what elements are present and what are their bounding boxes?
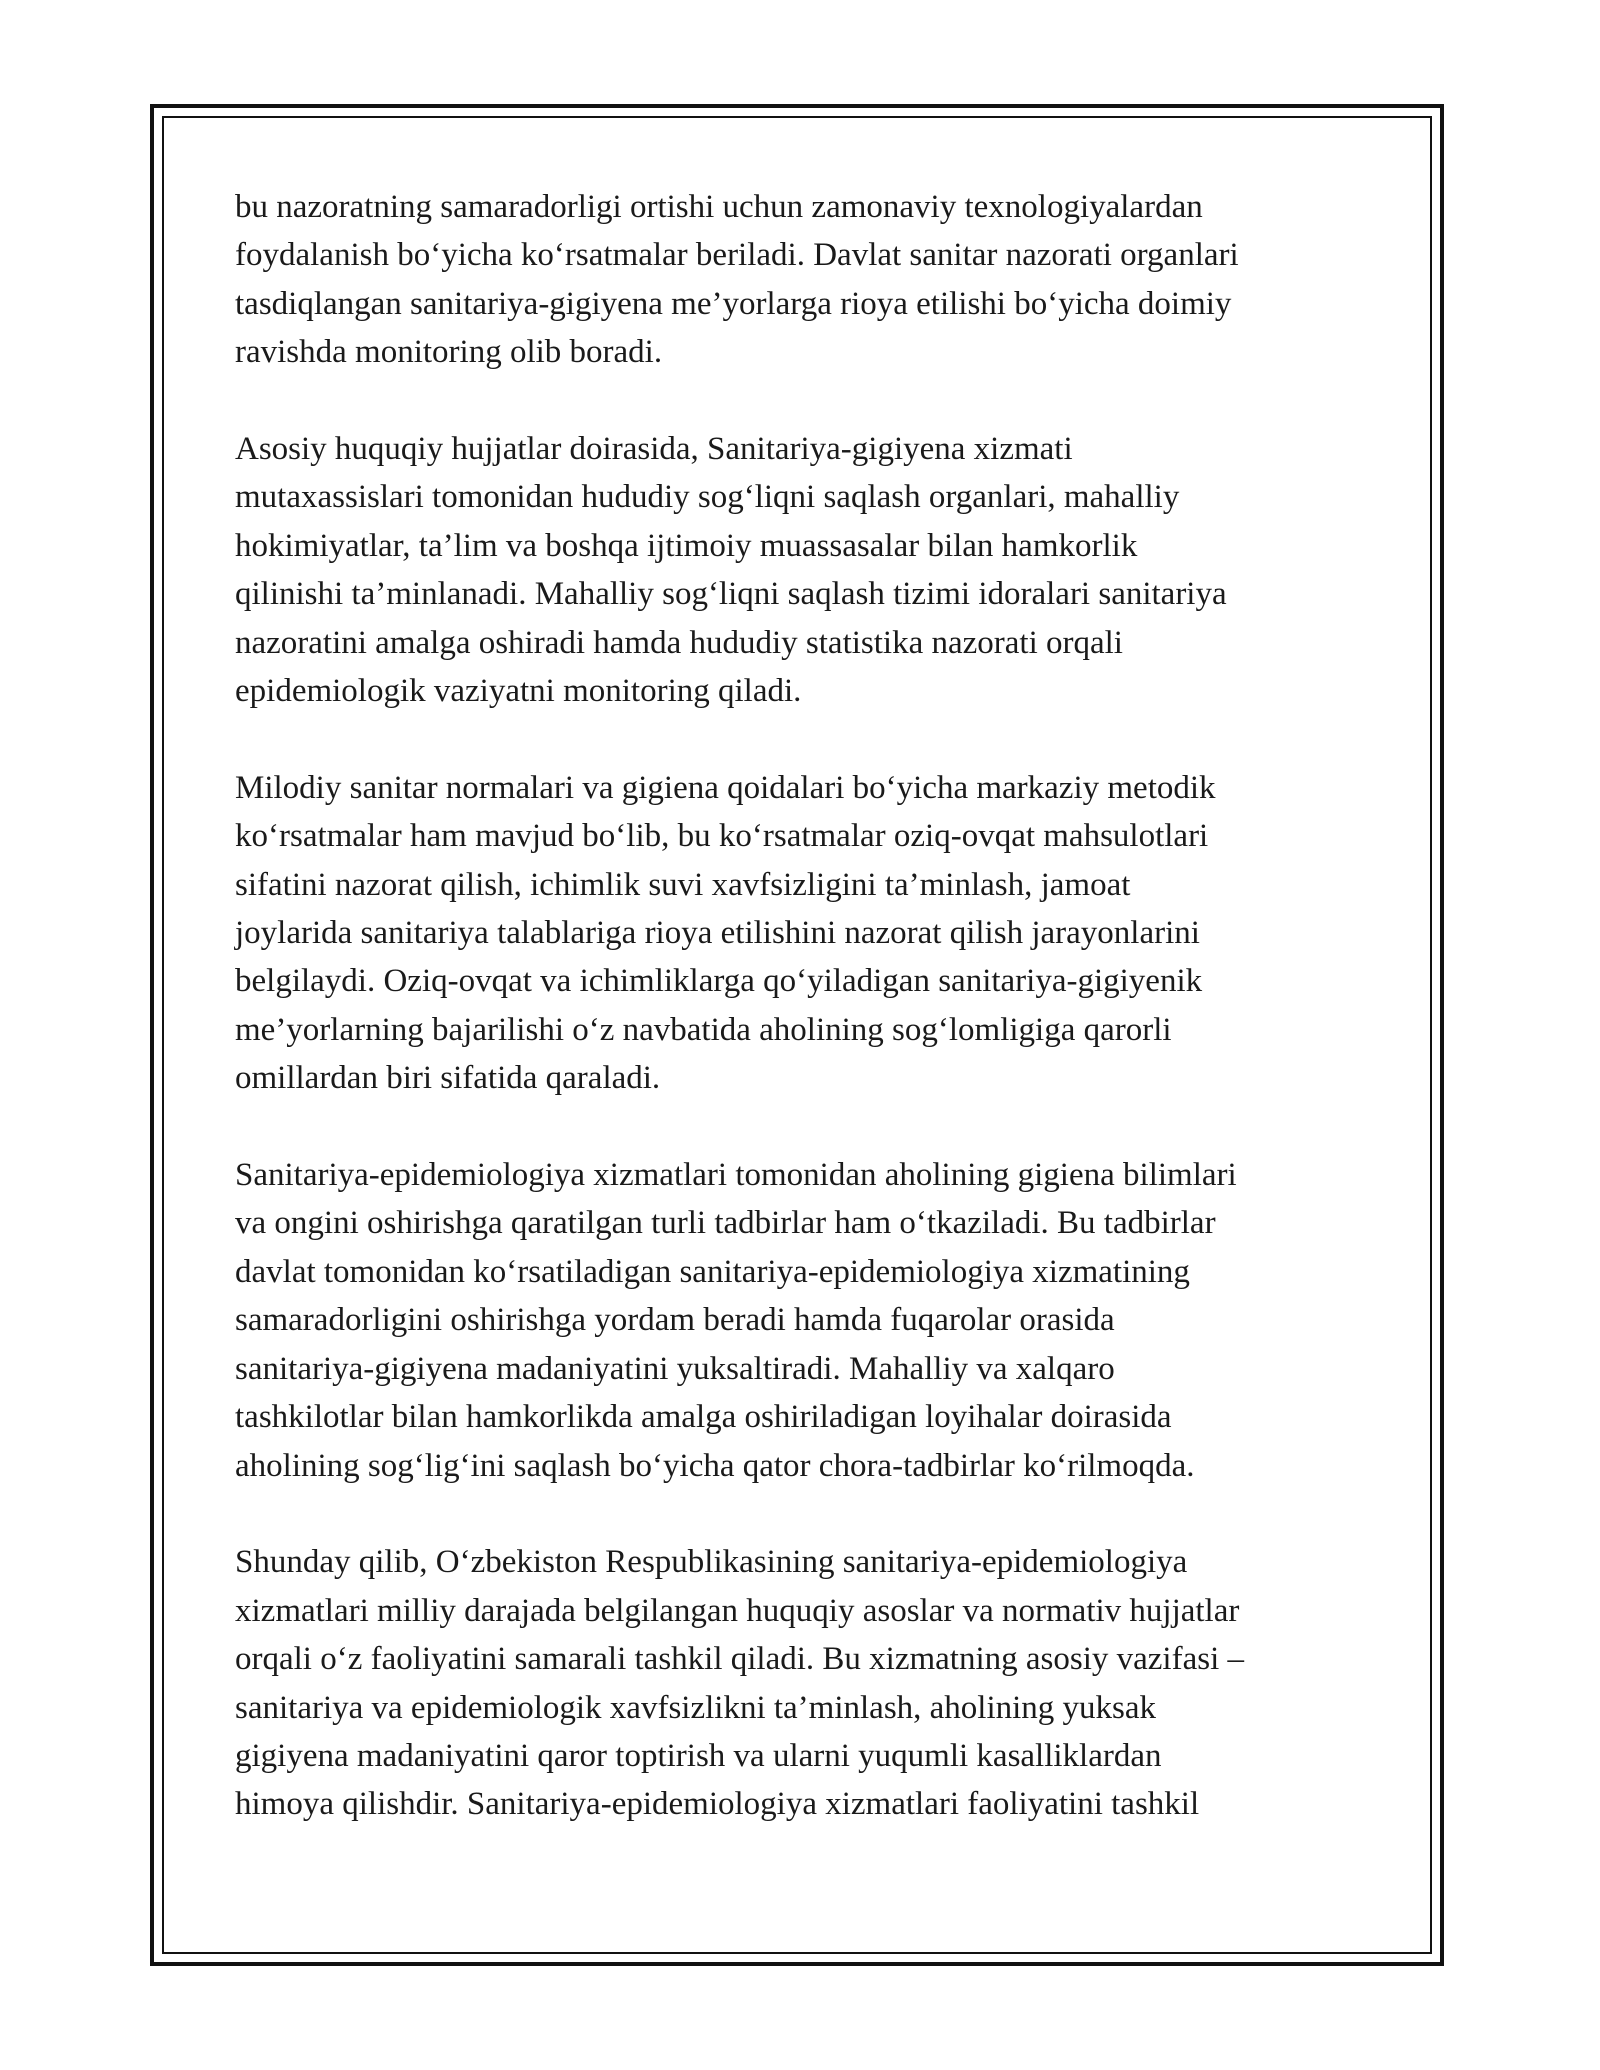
- text-line: aholining sog‘lig‘ini saqlash bo‘yicha qator chora-tadbirlar ko‘rilmoqda.: [235, 1447, 1195, 1484]
- text-line: va ongini oshirishga qaratilgan turli tadbirlar ham o‘tkaziladi. Bu tadbirlar: [235, 1205, 1216, 1242]
- paragraph-4: [235, 1151, 1365, 1490]
- text-line: davlat tomonidan ko‘rsatiladigan sanitariya-epidemiologiya xizmatining: [235, 1253, 1190, 1290]
- text-line: tashkilotlar bilan hamkorlikda amalga oshiriladigan loyihalar doirasida: [235, 1399, 1172, 1436]
- text-line: mutaxassislari tomonidan hududiy sog‘liqni saqlash organlari, mahalliy: [235, 479, 1180, 516]
- text-line: foydalanish bo‘yicha ko‘rsatmalar beriladi. Davlat sanitar nazorati organlari: [235, 237, 1239, 274]
- text-line: Shunday qilib, O‘zbekiston Respublikasining sanitariya-epidemiologiya: [235, 1544, 1188, 1581]
- text-line: himoya qilishdir. Sanitariya-epidemiologiya xizmatlari faoliyatini tashkil: [235, 1786, 1200, 1823]
- text-line: hokimiyatlar, ta’lim va boshqa ijtimoiy muassasalar bilan hamkorlik: [235, 527, 1138, 564]
- text-line: omillardan biri sifatida qaraladi.: [235, 1060, 661, 1097]
- document-body: [235, 183, 1365, 1877]
- text-line: me’yorlarning bajarilishi o‘z navbatida aholining sog‘lomligiga qarorli: [235, 1011, 1172, 1048]
- paragraph-2: [235, 425, 1365, 715]
- text-line: sifatini nazorat qilish, ichimlik suvi xavfsizligini ta’minlash, jamoat: [235, 866, 1131, 903]
- paragraph-5: [235, 1538, 1365, 1828]
- text-line: xizmatlari milliy darajada belgilangan huquqiy asoslar va normativ hujjatlar: [235, 1592, 1240, 1629]
- text-line: sanitariya va epidemiologik xavfsizlikni ta’minlash, aholining yuksak: [235, 1689, 1157, 1726]
- text-line: gigiyena madaniyatini qaror toptirish va ularni yuqumli kasalliklardan: [235, 1737, 1162, 1774]
- text-line: tasdiqlangan sanitariya-gigiyena me’yorlarga rioya etilishi bo‘yicha doimiy: [235, 285, 1232, 322]
- text-line: Asosiy huquqiy hujjatlar doirasida, Sanitariya-gigiyena xizmati: [235, 431, 1073, 468]
- text-line: qilinishi ta’minlanadi. Mahalliy sog‘liqni saqlash tizimi idoralari sanitariya: [235, 576, 1227, 613]
- text-line: belgilaydi. Oziq-ovqat va ichimliklarga qo‘yiladigan sanitariya-gigiyenik: [235, 963, 1203, 1000]
- paragraph-3: [235, 764, 1365, 1103]
- text-line: samaradorligini oshirishga yordam beradi hamda fuqarolar orasida: [235, 1302, 1115, 1339]
- text-line: nazoratini amalga oshiradi hamda hududiy statistika nazorati orqali: [235, 624, 1123, 661]
- text-line: orqali o‘z faoliyatini samarali tashkil qiladi. Bu xizmatning asosiy vazifasi –: [235, 1641, 1244, 1678]
- text-line: sanitariya-gigiyena madaniyatini yuksaltiradi. Mahalliy va xalqaro: [235, 1350, 1115, 1387]
- text-line: joylarida sanitariya talablariga rioya etilishini nazorat qilish jarayonlarini: [235, 915, 1200, 952]
- text-line: epidemiologik vaziyatni monitoring qiladi.: [235, 673, 802, 710]
- text-line: Sanitariya-epidemiologiya xizmatlari tomonidan aholining gigiena bilimlari: [235, 1157, 1237, 1194]
- text-line: ko‘rsatmalar ham mavjud bo‘lib, bu ko‘rsatmalar oziq-ovqat mahsulotlari: [235, 818, 1209, 855]
- text-line: Milodiy sanitar normalari va gigiena qoidalari bo‘yicha markaziy metodik: [235, 769, 1216, 806]
- text-line: ravishda monitoring olib boradi.: [235, 334, 663, 371]
- text-line: bu nazoratning samaradorligi ortishi uchun zamonaviy texnologiyalardan: [235, 189, 1203, 225]
- paragraph-1: [235, 183, 1365, 377]
